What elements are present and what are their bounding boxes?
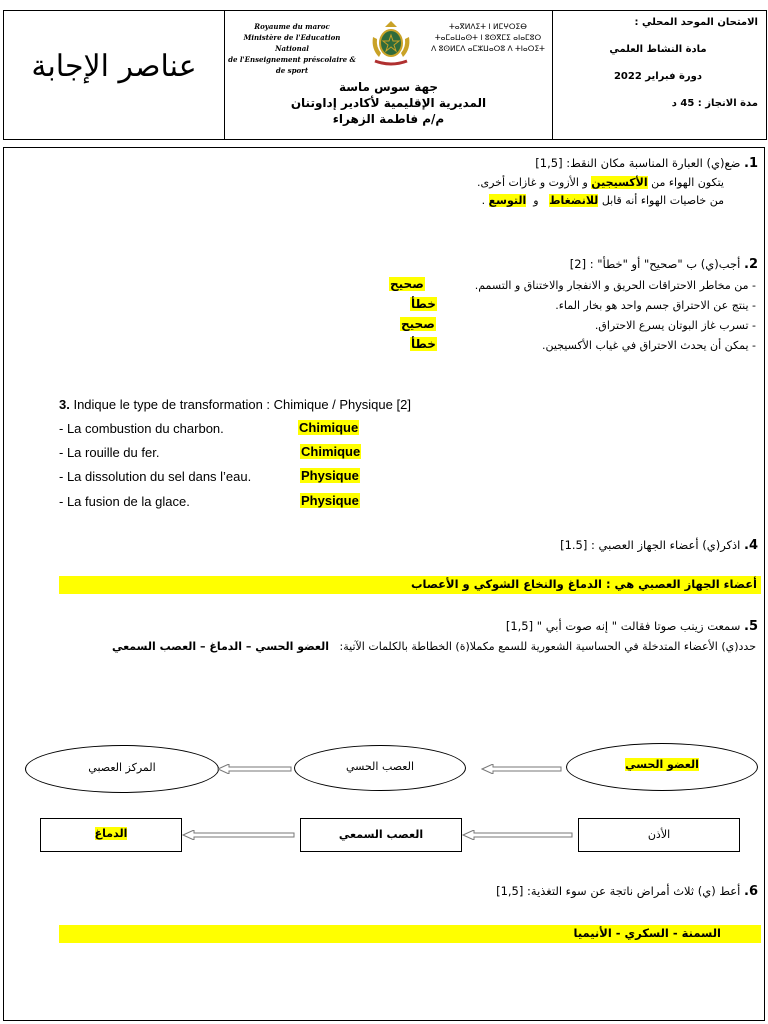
q3-answer: Chimique [301,444,361,459]
q6-answer: السمنة - السكري - الأنيميا [573,926,721,940]
q5-instruction: حدد(ي) الأعضاء المتدخلة في الحساسية الشعورية للسمع مكملا(ة) الخطاطة بالكلمات الآتية: العضو الحسي – الدماغ – العصب السمعي [111,640,756,653]
exam-info: الامتحان الموحد المحلي : مادة النشاط العلمي دورة فبراير 2022 مدة الانجاز : 45 د [609,17,758,109]
q1-answer-compression: للانضغاط [549,194,599,207]
q3-item: - La dissolution du sel dans l’eau. [59,469,252,484]
diagram-sense-organ-ellipse [566,743,758,791]
q3-item: - La fusion de la glace. [59,494,190,509]
diagram-brain-box [40,818,182,852]
q2-answer: خطأ [411,337,436,351]
diagram-sensory-nerve-ellipse [294,745,466,791]
diagram-label: الأذن [647,828,671,841]
q2-answer: صحيح [401,317,435,331]
q3-answer: Chimique [299,420,359,435]
diagram-label: العصب السمعي [338,828,424,841]
answers-title: عناصر الإجابة [31,49,197,84]
header-exam-info-cell [553,11,766,139]
q3-answer: Physique [301,493,359,508]
diagram-label: الدماغ [94,827,128,840]
moroccan-emblem-icon [367,17,415,67]
q2-item: - ينتج عن الاحتراق جسم واحد هو بخار الماء. [555,299,756,312]
header-title-cell [4,11,225,139]
q4-answer-bar [59,576,761,594]
diagram-auditory-nerve-box [300,818,462,852]
diagram-ear-box [578,818,740,852]
q2-answer: صحيح [390,277,424,291]
q2-answer: خطأ [411,297,436,311]
diagram-label: المركز العصبي [88,761,156,774]
q5-prompt: 5. سمعت زينب صوتا فقالت " إنه صوت أبي " [1,5] [505,619,758,634]
q4-prompt: 4. اذكر(ي) أعضاء الجهاز العصبي : [1.5] [560,538,758,553]
q2-item: - من مخاطر الاحتراقات الحريق و الانفجار والاختناق و التسمم. [474,279,756,292]
q6-answer-bar [59,925,761,943]
q5-word-list: العضو الحسي – الدماغ – العصب السمعي [111,640,330,653]
school-info: جهة سوس ماسة المديرية الإقليمية لأكادير إداوتنان م/م فاطمة الزهراء [290,80,487,126]
q6-prompt: 6. أعط (ي) ثلاث أمراض ناتجة عن سوء التغذية: [1,5] [496,884,758,899]
q1-prompt: 1. ضع(ي) العبارة المناسبة مكان النقط: [1,5] [535,156,758,171]
arrow-left-icon [217,764,293,774]
q2-item: - تسرب غاز البوتان يسرع الاحتراق. [594,319,756,332]
q1-line1: يتكون الهواء من الأكسيجين و الأزوت و غازات أخرى. [476,176,724,189]
arrow-left-icon [462,830,574,840]
ministry-name-french: Royaume du maroc Ministère de l'Education National de l'Enseignement préscolaire & de sport [228,22,356,75]
q3-item: - La combustion du charbon. [59,421,224,436]
arrow-left-icon [481,764,563,774]
q3-prompt: 3. Indique le type de transformation : Chimique / Physique [2] [59,397,411,412]
ministry-name-tifinagh: ⵜⴰⴳⵍⴷⵉⵜ ⵏ ⵍⵎⵖⵔⵉⴱ ⵜⴰⵎⴰⵡⴰⵙⵜ ⵏ ⵓⵙⴳⵎⵉ ⴰⵏⴰⵎⵓⵔ ⴷ ⵓⵙⵍⵎⴷ ⴰⵎⵣⵡⴰⵔⵓ ⴷ ⵜⵏⴰⵔⵉⵜ [431,22,545,53]
arrow-left-icon [182,830,296,840]
header-center-cell [225,11,553,139]
q3-item: - La rouille du fer. [59,445,160,460]
q1-answer-expansion: التوسع [488,194,527,207]
answer-sheet [3,147,765,1021]
diagram-label: العضو الحسي [625,758,699,771]
q1-answer-oxygen: الأكسيجين [591,176,648,189]
diagram-nerve-center-ellipse [25,745,219,793]
exam-header [3,10,767,140]
q3-answer: Physique [301,468,359,483]
q1-line2: من خاصيات الهواء أنه قابل للانضغاط و التوسع . [481,194,724,207]
q2-item: - يمكن أن يحدث الاحتراق في غياب الأكسيجين. [541,339,756,352]
q2-prompt: 2. أجب(ي) ب "صحيح" أو "خطأ" : [2] [569,257,758,272]
diagram-label: العصب الحسي [345,760,415,773]
q4-answer: أعضاء الجهاز العصبي هي : الدماغ والنخاع الشوكي و الأعصاب [410,577,757,591]
